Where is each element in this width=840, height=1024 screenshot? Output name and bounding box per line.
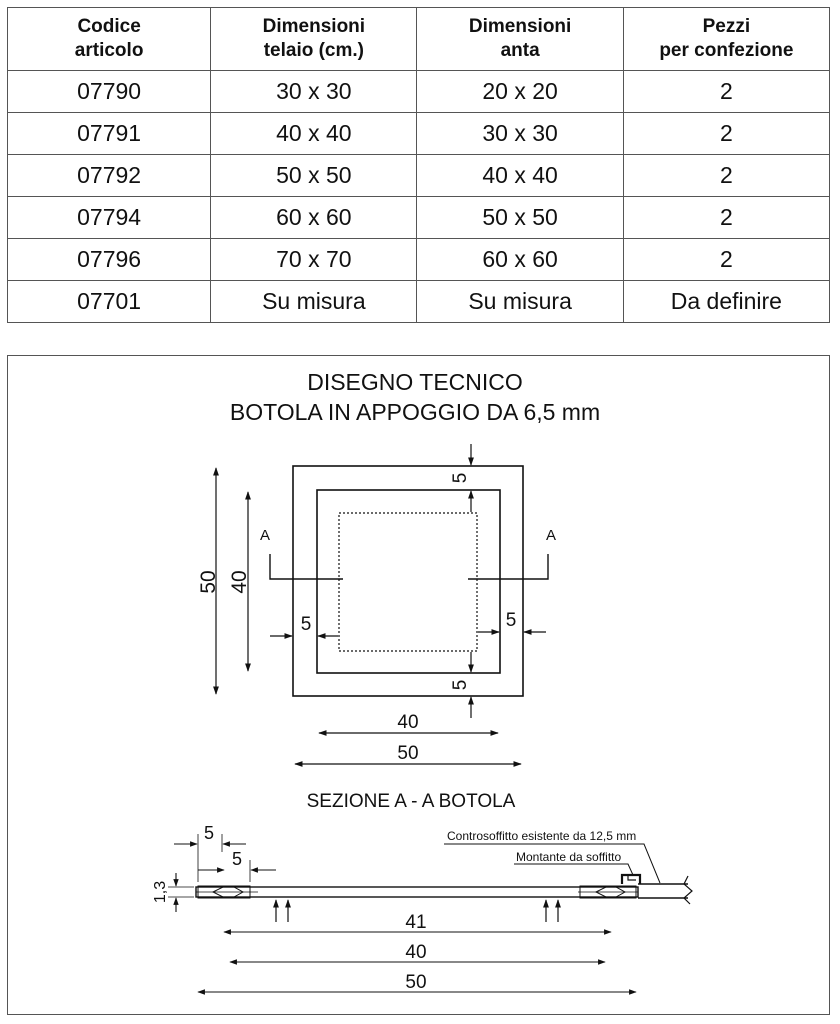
product-table [7, 7, 830, 323]
cell-codice: 07701 [8, 281, 211, 323]
cell-pezzi: 2 [623, 113, 829, 155]
cell-pezzi: Da definire [623, 281, 829, 323]
table-row [8, 239, 830, 281]
table-row [8, 113, 830, 155]
table-row [8, 71, 830, 113]
header-codice [8, 8, 211, 71]
label-50: 50 [405, 972, 427, 993]
cell-pezzi: 2 [623, 155, 829, 197]
label-section-mark-left: A [259, 527, 271, 544]
section-line-right [468, 554, 548, 579]
cell-anta: 50 x 50 [417, 197, 623, 239]
label-41: 41 [405, 912, 427, 933]
label-right-border: 5 [505, 610, 517, 631]
label-outer-vertical: 50 [197, 570, 220, 594]
label-40: 40 [405, 942, 427, 963]
header-dimensioni-telaio [211, 8, 417, 71]
cell-codice: 07794 [8, 197, 211, 239]
cell-telaio: 50 x 50 [211, 155, 417, 197]
cell-telaio: 40 x 40 [211, 113, 417, 155]
cell-codice: 07796 [8, 239, 211, 281]
table-header-row [8, 8, 830, 71]
cell-telaio: 70 x 70 [211, 239, 417, 281]
cell-anta: Su misura [417, 281, 623, 323]
technical-drawing [8, 356, 831, 1016]
label-thickness: 1,3 [152, 880, 169, 904]
cell-codice: 07792 [8, 155, 211, 197]
section-panel [196, 887, 638, 897]
table-row [8, 281, 830, 323]
outer-frame [293, 466, 523, 696]
plan-view [208, 444, 548, 764]
header-line: Pezzi [702, 16, 751, 37]
cell-pezzi: 2 [623, 239, 829, 281]
cell-telaio: 60 x 60 [211, 197, 417, 239]
cell-anta: 30 x 30 [417, 113, 623, 155]
label-section-mark-right: A [545, 527, 557, 544]
cell-telaio: 30 x 30 [211, 71, 417, 113]
cell-codice: 07790 [8, 71, 211, 113]
label-top-border: 5 [450, 472, 471, 484]
header-line: Dimensioni [468, 16, 572, 37]
header-line: Codice [77, 16, 141, 37]
header-line: articolo [74, 40, 144, 61]
label-inner-horizontal: 40 [397, 712, 419, 733]
label-top-5b: 5 [231, 849, 243, 869]
label-left-border: 5 [300, 614, 312, 635]
cell-anta: 20 x 20 [417, 71, 623, 113]
header-line: per confezione [659, 40, 794, 61]
cell-codice: 07791 [8, 113, 211, 155]
cell-telaio: Su misura [211, 281, 417, 323]
label-controsoffitto: Controsoffitto esistente da 12,5 mm [447, 829, 637, 843]
drawing-title: DISEGNO TECNICO [307, 369, 523, 395]
cell-pezzi: 2 [623, 197, 829, 239]
header-dimensioni-anta [417, 8, 623, 71]
technical-drawing-panel [7, 355, 830, 1015]
label-bottom-border: 5 [450, 679, 471, 691]
label-outer-horizontal: 50 [397, 743, 419, 764]
table-row [8, 155, 830, 197]
cell-pezzi: 2 [623, 71, 829, 113]
label-inner-vertical: 40 [228, 570, 251, 594]
header-pezzi [623, 8, 829, 71]
label-montante: Montante da soffitto [516, 850, 622, 864]
section-title: SEZIONE A - A BOTOLA [306, 791, 516, 812]
table-row [8, 197, 830, 239]
header-line: Dimensioni [262, 16, 366, 37]
cell-anta: 60 x 60 [417, 239, 623, 281]
door-outline [339, 513, 477, 651]
label-top-5a: 5 [203, 823, 215, 843]
leader-montante [514, 864, 633, 875]
header-line: telaio (cm.) [263, 40, 365, 61]
cell-anta: 40 x 40 [417, 155, 623, 197]
drawing-subtitle: BOTOLA IN APPOGGIO DA 6,5 mm [229, 399, 601, 425]
section-line-left [270, 554, 343, 579]
break-line [684, 876, 692, 904]
header-line: anta [500, 40, 540, 61]
inner-frame [317, 490, 500, 673]
